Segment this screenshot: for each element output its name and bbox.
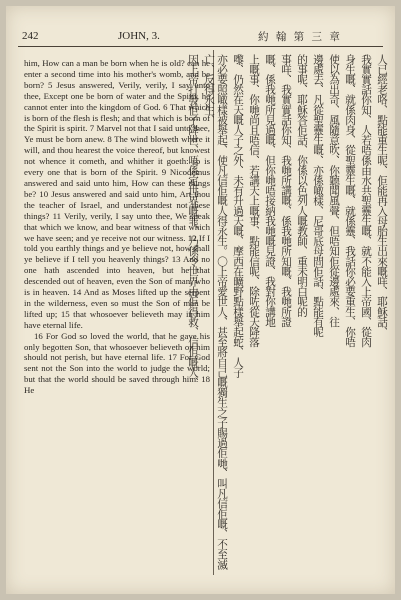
chinese-text-column: 嚟、仍然在天嘅人子之外、未有升過天嘅、摩西在曠野點樣舉起蛇、人子 bbox=[232, 54, 244, 378]
english-column bbox=[24, 58, 210, 396]
chinese-text-column: 人已經老咯、點能重生呢、佢能再入母胎生出來嘅咩、耶穌話、 bbox=[376, 54, 388, 337]
chinese-text-column: 上嘅事、你哋尚且唔信、若講天上嘅事、點能信呢、除咗從天降落 bbox=[248, 54, 260, 347]
page-header bbox=[18, 28, 383, 47]
chinese-text-column: 邊處去、凡從聖靈生嘅、亦係噉樣、尼哥底母問佢話、點能有呢 bbox=[312, 54, 324, 337]
english-paragraph: him, How can a man be born when he is old? can he enter a second time into his mother's womb, and be born? 5 Jesus answered, Verily, verily, I say unto thee, Except one be born of water and the Spirit, he cannot enter into the kingdom of God. 6 That which is born of the flesh is flesh; and that which is born of the Spirit is spirit. 7 Marvel not that I said unto thee, Ye must be born anew. 8 The wind bloweth where it will, and thou hearest the voice thereof, but knowest not whence it cometh, and whither it goeth: so is every one that is born of the Spirit. 9 Nicodemus answered and said unto him, How can these things be? 10 Jesus answered and said unto him, Art thou the teacher of Israel, and understandest not these things? 11 Verily, verily, I say unto thee, We speak that which we know, and bear witness of that which we have seen; and ye receive not our witness. 12 If I told you earthly things and ye believe not, how shall ye believe if I tell you heavenly things? 13 And no one hath ascended into heaven, but he that descended out of heaven, even the Son of man, who is in heaven. 14 And as Moses lifted up the serpent in the wilderness, even so must the Son of man be lifted up; 15 that whosoever believeth may in him have eternal life. bbox=[24, 58, 210, 330]
chapter-reference: JOHN, 3. bbox=[118, 30, 160, 42]
book-page bbox=[6, 6, 395, 594]
chinese-text-column: 嘅、係我哋所見過嘅、但你哋唔接納我哋嘅見證、我對你講地 bbox=[264, 54, 276, 327]
chinese-text-column: 身生嘅、就係肉身、從聖靈生嘅、就係靈、我話你必要重生、你唔 bbox=[344, 54, 356, 347]
chinese-heading: 約 翰 第 三 章 bbox=[258, 31, 342, 43]
chinese-text-column: 亦必要照噉樣被舉起、使凡信佢嘅人得永生。〇上帝愛世人、甚至將自己嘅獨生之子賜過佢哋、叫凡信佢嘅、不至滅亡、反得永生、 bbox=[203, 54, 228, 570]
english-paragraph: 16 For God so loved the world, that he gave his only begotten Son, that whosoever believeth on him should not perish, but have eternal life. 17 For God sent not the Son into the world to judge the world; but that the world should be saved through him. 18 He bbox=[24, 330, 210, 396]
chinese-text-column: 使以為出奇、風隨意吹、你聽聞風聲、但唔知佢從邊處來、往 bbox=[328, 54, 340, 327]
page-number: 242 bbox=[22, 30, 39, 42]
chinese-text-column: 的事呢、耶穌答佢話、你係以色列人嘅教師、重未明白呢的 bbox=[296, 54, 308, 317]
chinese-text-column: 我實實話你知、人若唔係由水共聖靈生嘅、就不能入上帝國、從肉 bbox=[360, 54, 372, 347]
chinese-text-column: 事咩、我實實話你知、我哋所講嘅、係我哋所知嘅、我哋所證 bbox=[280, 54, 292, 327]
chinese-text-column: 因上帝打發佢子降世、唔係定世界嘅罪、乃係令世界由佢得救、信佢嘅人、 bbox=[187, 54, 199, 388]
chinese-column-block bbox=[187, 54, 388, 574]
